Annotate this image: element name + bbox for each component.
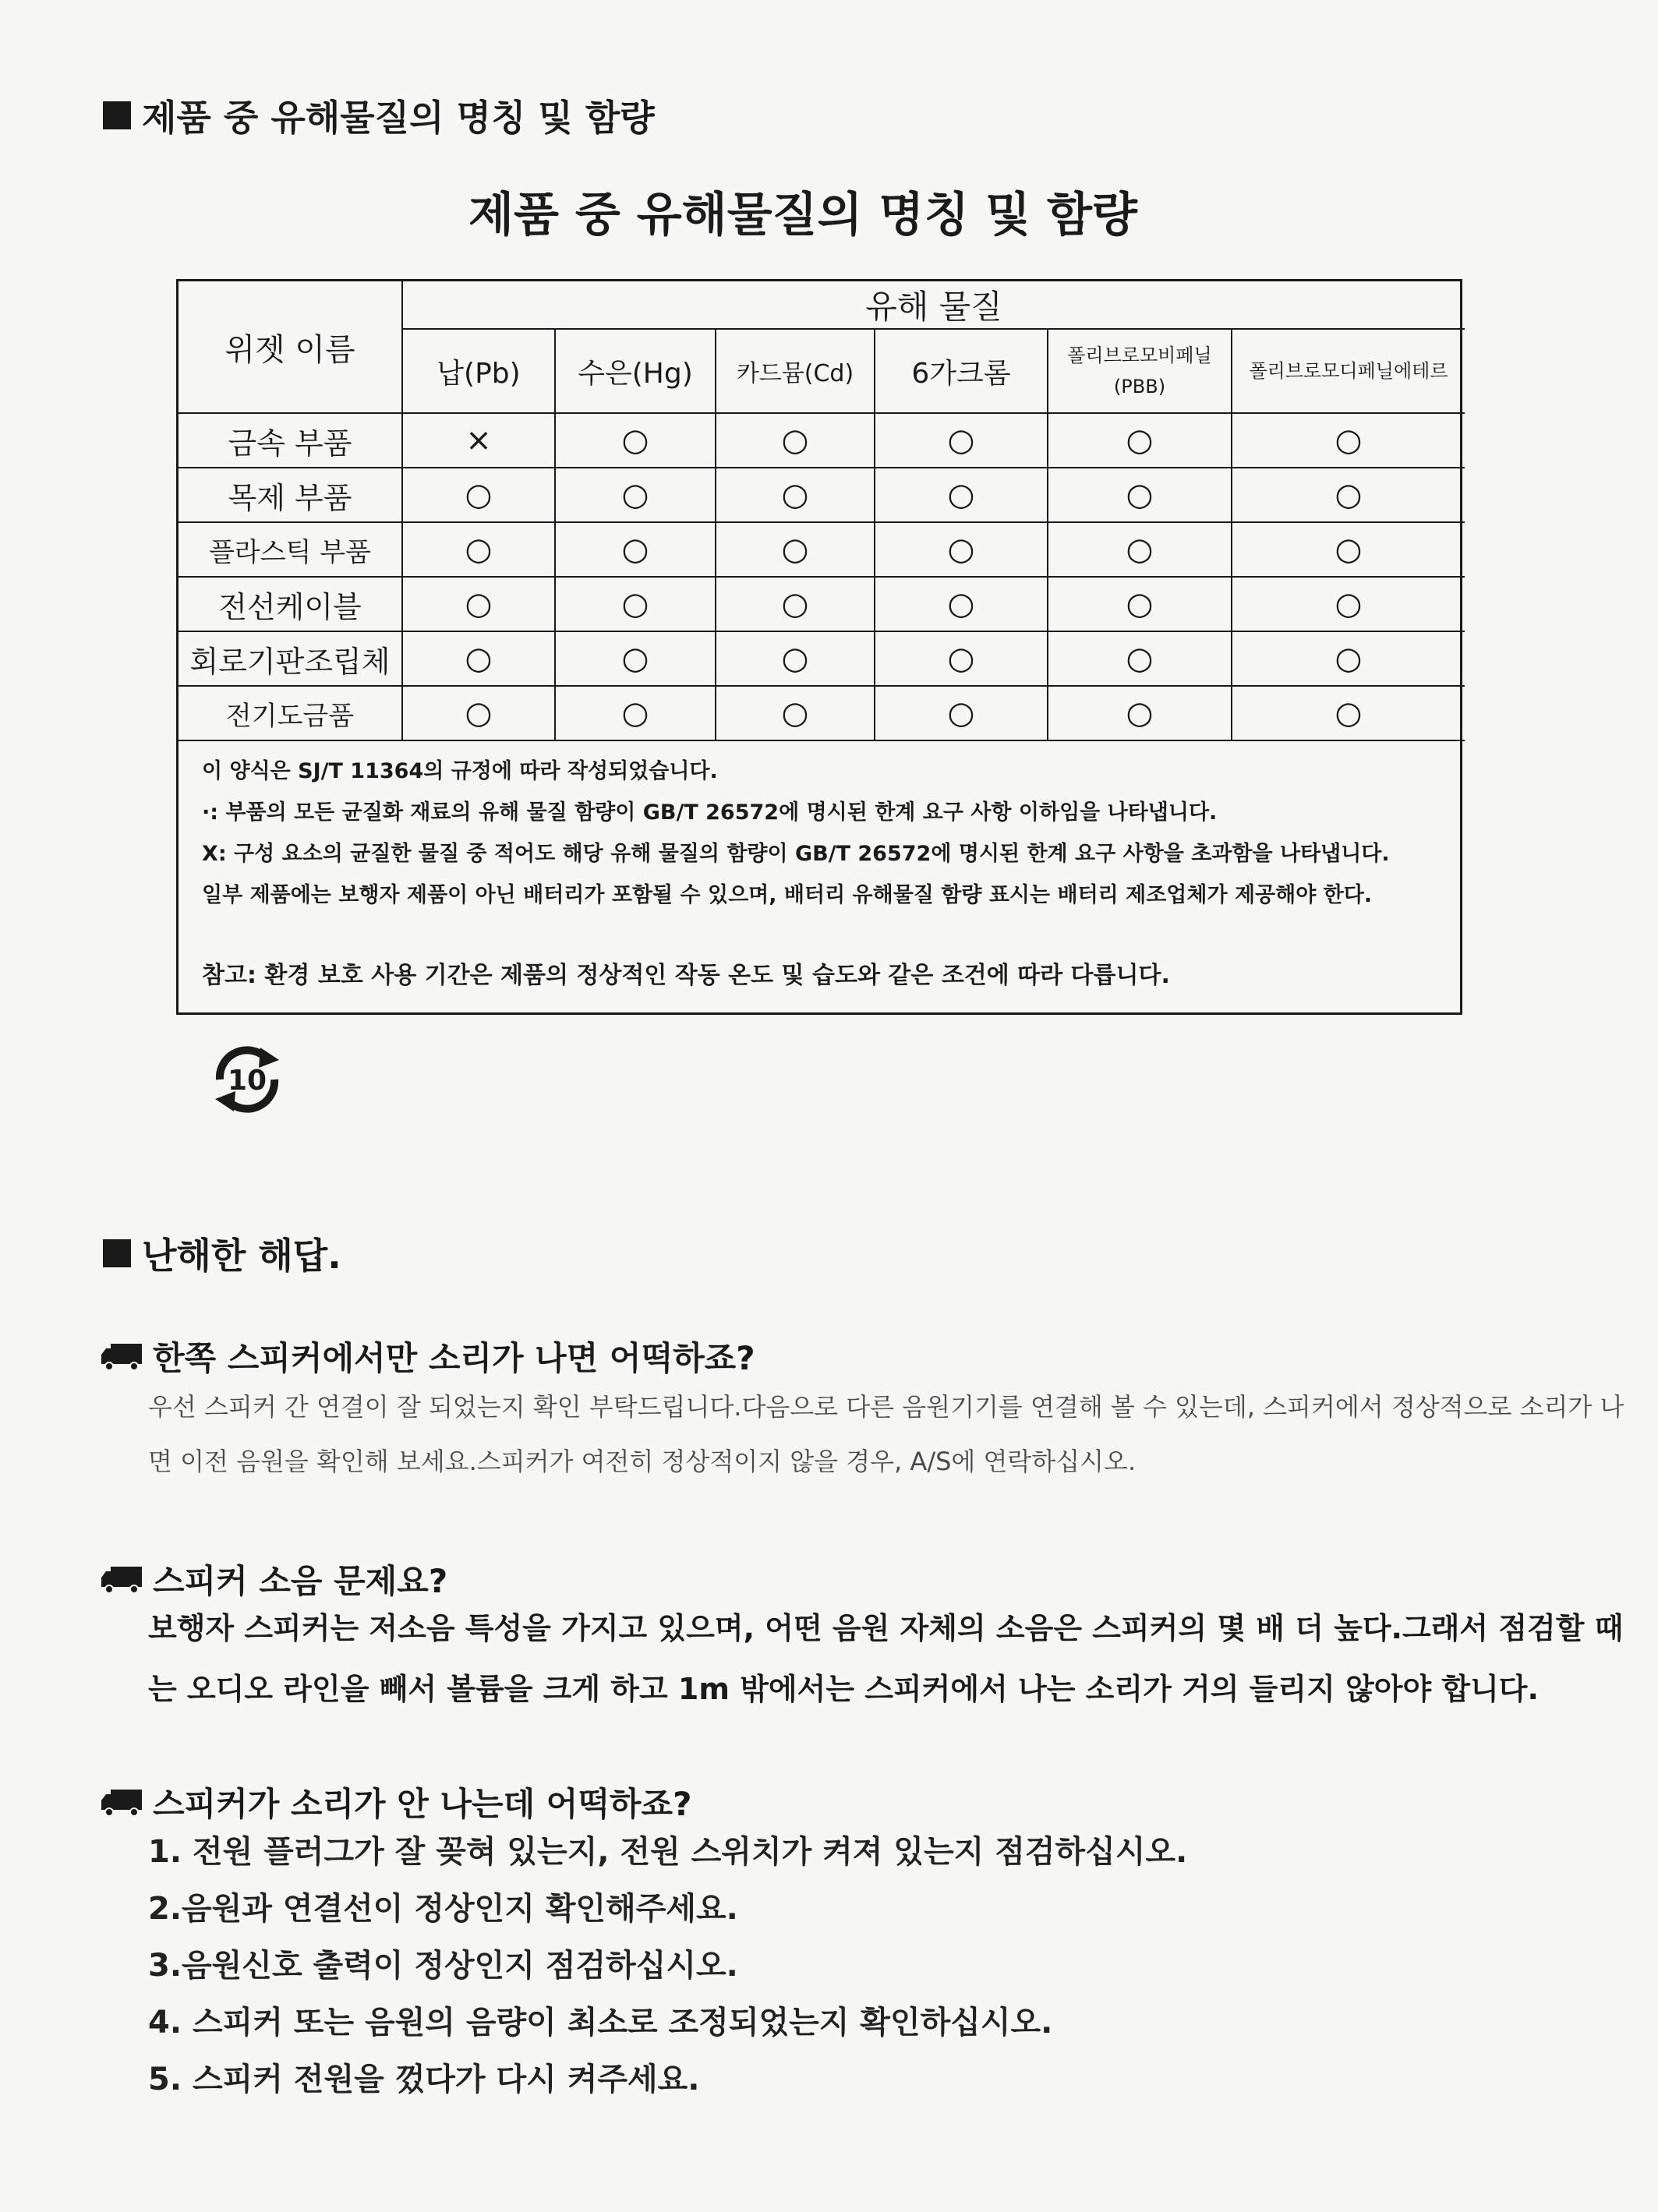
mark-cell: ○: [555, 631, 716, 686]
mark-cell: ○: [1048, 577, 1232, 631]
mark-cell: ○: [1048, 686, 1232, 740]
hazard-grid: [179, 281, 1465, 741]
hazard-table: [176, 279, 1462, 1015]
col-lead: 납(Pb): [402, 329, 555, 413]
mark-cell: ○: [1232, 577, 1465, 631]
hazardous-substance-header: 유해 물질: [402, 281, 1465, 329]
mark-cell: ○: [716, 522, 875, 577]
mark-cell: ×: [402, 413, 555, 468]
mark-cell: ○: [1232, 468, 1465, 522]
mark-cell: ○: [1232, 686, 1465, 740]
section-heading-text: 난해한 해답.: [142, 1235, 341, 1277]
mark-cell: ○: [716, 686, 875, 740]
epup-number: 10: [227, 1065, 267, 1097]
table-row: [179, 522, 1465, 577]
mark-cell: ○: [1232, 522, 1465, 577]
mark-cell: ○: [875, 413, 1048, 468]
faq-question-text: 스피커 소음 문제요?: [153, 1562, 448, 1600]
mark-cell: ○: [555, 413, 716, 468]
mark-cell: ○: [716, 413, 875, 468]
recycle-arrows-icon: [204, 1037, 290, 1122]
mark-cell: ○: [402, 631, 555, 686]
table-row: [179, 686, 1465, 740]
note-line: X: 구성 요소의 균질한 물질 중 적어도 해당 유해 물질의 함량이 GB/T 26572에 명시된 한계 요구 사항을 초과함을 나타냅니다.: [202, 842, 1390, 866]
mark-cell: ○: [716, 468, 875, 522]
faq-answer: 우선 스피커 간 연결이 잘 되었는지 확인 부탁드립니다.다음으로 다른 음원기기를 연결해 볼 수 있는데, 스피커에서 정상적으로 소리가 나면 이전 음원을 확인해 보세요.스피커가 여전히 정상적이지 않을 경우, A/S에 연락하십시오.: [148, 1392, 1624, 1476]
mark-cell: ○: [875, 522, 1048, 577]
mark-cell: ○: [1048, 522, 1232, 577]
mark-cell: ○: [875, 631, 1048, 686]
square-bullet-icon: [103, 101, 131, 129]
table-row: [179, 413, 1465, 468]
faq-question-text: 스피커가 소리가 안 나는데 어떡하죠?: [153, 1785, 692, 1823]
table-row: [179, 577, 1465, 631]
row-label: 플라스틱 부품: [179, 522, 402, 577]
mark-cell: ○: [402, 522, 555, 577]
list-item: 3.음원신호 출력이 정상인지 점검하십시오.: [148, 1948, 738, 1984]
mark-cell: ○: [1232, 631, 1465, 686]
list-item: 1. 전원 플러그가 잘 꽂혀 있는지, 전원 스위치가 켜져 있는지 점검하십시오.: [148, 1834, 1188, 1870]
truck-icon: [100, 1786, 143, 1818]
section-heading-hazard: [103, 90, 655, 141]
part-name-header: 위젯 이름: [179, 281, 402, 413]
table-row: [179, 468, 1465, 522]
faq-question: [100, 1333, 755, 1380]
faq-question: [100, 1779, 691, 1825]
section-heading-text: 제품 중 유해물질의 명칭 및 함량: [142, 97, 655, 139]
reference-note: 참고: 환경 보호 사용 기간은 제품의 정상적인 작동 온도 및 습도와 같은 조건에 따라 다릅니다.: [202, 962, 1170, 989]
mark-cell: ○: [1048, 413, 1232, 468]
mark-cell: ○: [555, 686, 716, 740]
square-bullet-icon: [103, 1239, 131, 1267]
epup-logo: [204, 1037, 290, 1122]
mark-cell: ○: [875, 577, 1048, 631]
note-line: 일부 제품에는 보행자 제품이 아닌 배터리가 포함될 수 있으며, 배터리 유해물질 함량 표시는 배터리 제조업체가 제공해야 한다.: [202, 883, 1373, 907]
table-row: [179, 631, 1465, 686]
mark-cell: ○: [875, 686, 1048, 740]
list-item: 2.음원과 연결선이 정상인지 확인해주세요.: [148, 1891, 738, 1927]
mark-cell: ○: [1232, 413, 1465, 468]
mark-cell: ○: [555, 522, 716, 577]
faq-question-text: 한쪽 스피커에서만 소리가 나면 어떡하죠?: [153, 1339, 755, 1377]
mark-cell: ○: [716, 631, 875, 686]
faq-answer: 보행자 스피커는 저소음 특성을 가지고 있으며, 어떤 음원 자체의 소음은 스피커의 몇 배 더 높다.그래서 점검할 때는 오디오 라인을 빼서 볼륨을 크게 하고 1m 밖에서는 스피커에서 나는 소리가 거의 들리지 않아야 합니다.: [148, 1611, 1624, 1706]
truck-icon: [100, 1341, 143, 1372]
mark-cell: ○: [1048, 631, 1232, 686]
col-pbde: 폴리브로모디페닐에테르: [1232, 329, 1465, 413]
mark-cell: ○: [555, 468, 716, 522]
list-item: 5. 스피커 전원을 껐다가 다시 켜주세요.: [148, 2062, 700, 2097]
col-mercury: 수은(Hg): [555, 329, 716, 413]
row-label: 전기도금품: [179, 686, 402, 740]
mark-cell: ○: [1048, 468, 1232, 522]
section-heading-faq: [103, 1228, 341, 1279]
mark-cell: ○: [875, 468, 1048, 522]
mark-cell: ○: [402, 468, 555, 522]
row-label: 전선케이블: [179, 577, 402, 631]
document-title: 제품 중 유해물질의 명칭 및 함량: [468, 188, 1137, 242]
mark-cell: ○: [402, 686, 555, 740]
mark-cell: ○: [555, 577, 716, 631]
list-item: 4. 스피커 또는 음원의 음량이 최소로 조정되었는지 확인하십시오.: [148, 2005, 1053, 2041]
row-label: 목제 부품: [179, 468, 402, 522]
col-hexavalent-chromium: 6가크롬: [875, 329, 1048, 413]
col-cadmium: 카드뮴(Cd): [716, 329, 875, 413]
troubleshooting-steps: [148, 1824, 1187, 2108]
mark-cell: ○: [402, 577, 555, 631]
row-label: 회로기판조립체: [179, 631, 402, 686]
table-notes: [202, 751, 1437, 996]
note-line: ·: 부품의 모든 균질화 재료의 유해 물질 함량이 GB/T 26572에 명시된 한계 요구 사항 이하임을 나타냅니다.: [202, 800, 1218, 825]
note-line: 이 양식은 SJ/T 11364의 규정에 따라 작성되었습니다.: [202, 759, 718, 783]
faq-question: [100, 1556, 447, 1602]
col-pbb: 폴리브로모비페닐 (PBB): [1048, 329, 1232, 413]
mark-cell: ○: [716, 577, 875, 631]
truck-icon: [100, 1564, 143, 1595]
row-label: 금속 부품: [179, 413, 402, 468]
